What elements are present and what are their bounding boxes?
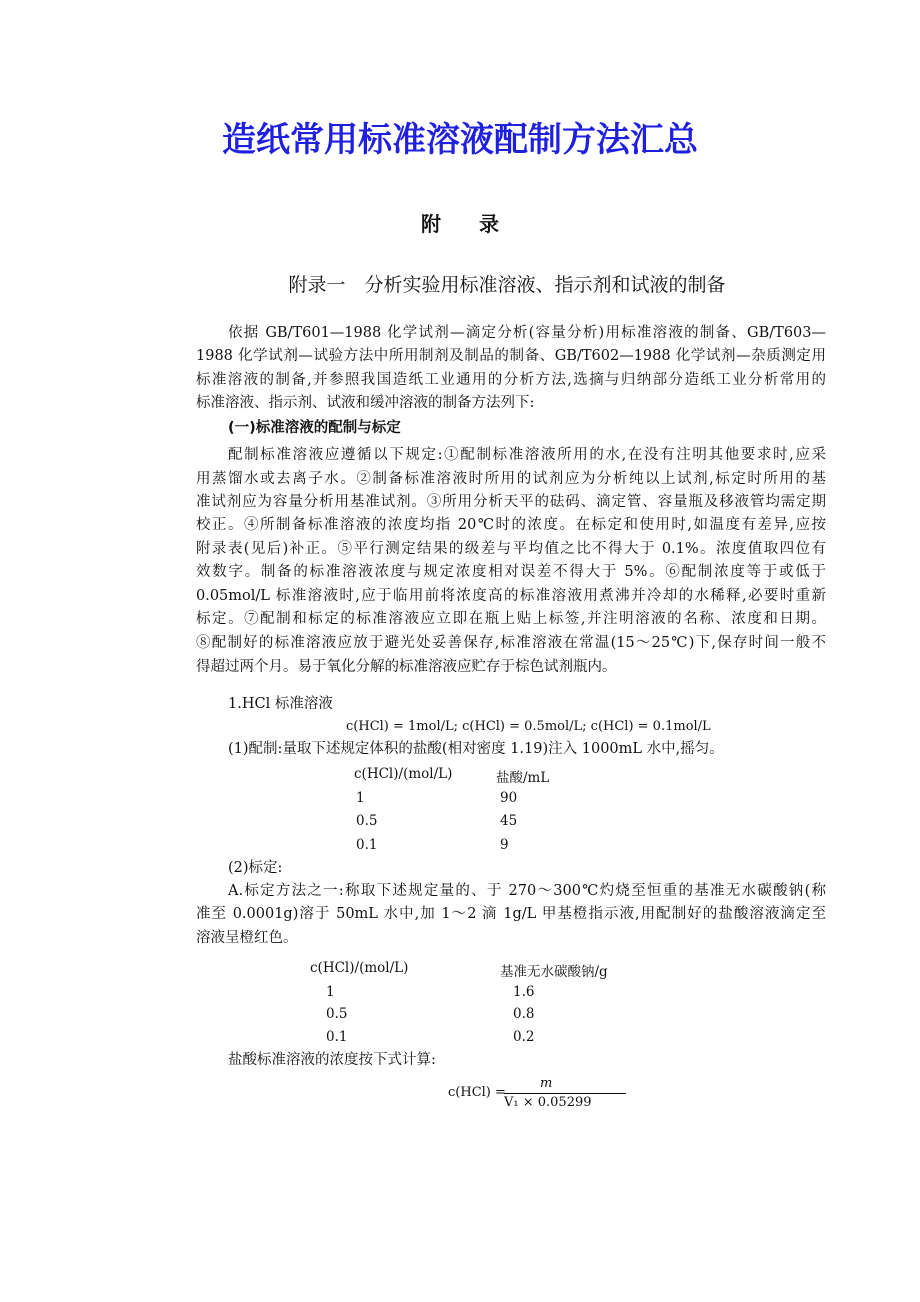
- rules-line: 校正。④所制备标准溶液的浓度均指 20℃时的浓度。在标定和使用时,如温度有差异,应按: [196, 517, 826, 533]
- rules-line: 得超过两个月。易于氧化分解的标准溶液应贮存于棕色试剂瓶内。: [196, 659, 617, 675]
- section-heading: (一)标准溶液的配制与标定: [228, 420, 401, 436]
- hcl-heading: 1.HCl 标准溶液: [228, 696, 333, 712]
- table-cell: 1: [326, 984, 335, 1000]
- calibration-heading: (2)标定:: [228, 860, 283, 876]
- appendix-subtitle: 附录一 分析实验用标准溶液、指示剂和试液的制备: [288, 274, 726, 296]
- rules-line: 配制标准溶液应遵循以下规定:①配制标准溶液所用的水,在没有注明其他要求时,应采: [228, 447, 826, 463]
- table-cell: 1.6: [513, 984, 535, 1000]
- formula-denominator: V₁ × 0.05299: [504, 1095, 592, 1110]
- table-cell: 0.8: [513, 1006, 535, 1022]
- intro-line: 依据 GB/T601—1988 化学试剂—滴定分析(容量分析)用标准溶液的制备、GB/T603—: [228, 325, 826, 341]
- intro-line: 标准溶液、指示剂、试液和缓冲溶液的制备方法列下:: [196, 395, 535, 411]
- formula-numerator: m: [540, 1076, 553, 1091]
- table-header: 盐酸/mL: [496, 770, 550, 786]
- method-line: A.标定方法之一:称取下述规定量的、于 270～300℃灼烧至恒重的基准无水碳酸钠(称: [228, 883, 826, 899]
- prep-line: (1)配制:量取下述规定体积的盐酸(相对密度 1.19)注入 1000mL 水中,摇匀。: [228, 741, 724, 757]
- table-header: c(HCl)/(mol/L): [354, 766, 453, 782]
- hcl-concentrations: c(HCl) = 1mol/L; c(HCl) = 0.5mol/L; c(HCl) = 0.1mol/L: [346, 719, 711, 734]
- table-header: 基准无水碳酸钠/g: [500, 964, 608, 980]
- method-line: 溶液呈橙红色。: [196, 930, 298, 946]
- table-cell: 0.1: [326, 1029, 348, 1045]
- rules-line: 用蒸馏水或去离子水。②制备标准溶液时所用的试剂应为分析纯以上试剂,标定时所用的基: [196, 471, 826, 487]
- appendix-heading: 附录: [421, 212, 537, 236]
- table-cell: 0.1: [356, 837, 378, 853]
- rules-line: 附录表(见后)补正。⑤平行测定结果的级差与平均值之比不得大于 0.1%。浓度值取四位有: [196, 541, 826, 557]
- rules-line: 准试剂应为容量分析用基准试剂。③所用分析天平的砝码、滴定管、容量瓶及移液管均需定期: [196, 494, 826, 510]
- intro-line: 1988 化学试剂—试验方法中所用制剂及制品的制备、GB/T602—1988 化学试剂—杂质测定用: [196, 348, 826, 364]
- table-cell: 1: [356, 790, 365, 806]
- calculation-line: 盐酸标准溶液的浓度按下式计算:: [228, 1052, 436, 1068]
- table-cell: 45: [500, 813, 518, 829]
- rules-line: ⑧配制好的标准溶液应放于避光处妥善保存,标准溶液在常温(15～25℃)下,保存时间一般不: [196, 635, 826, 651]
- table-header: c(HCl)/(mol/L): [310, 960, 409, 976]
- document-title: 造纸常用标准溶液配制方法汇总: [222, 120, 698, 160]
- table-cell: 0.2: [513, 1029, 535, 1045]
- method-line: 准至 0.0001g)溶于 50mL 水中,加 1～2 滴 1g/L 甲基橙指示液,用配制好的盐酸溶液滴定至: [196, 906, 826, 922]
- fraction-bar: [504, 1093, 626, 1094]
- intro-line: 标准溶液的制备,并参照我国造纸工业通用的分析方法,选摘与归纳部分造纸工业分析常用的: [196, 372, 826, 388]
- rules-line: 标定。⑦配制和标定的标准溶液应立即在瓶上贴上标签,并注明溶液的名称、浓度和日期。: [196, 611, 826, 627]
- formula-lhs: c(HCl) =: [448, 1085, 506, 1100]
- rules-line: 0.05mol/L 标准溶液时,应于临用前将浓度高的标准溶液用煮沸并冷却的水稀释,必要时重新: [196, 588, 826, 604]
- table-cell: 0.5: [356, 813, 378, 829]
- rules-line: 效数字。制备的标准溶液浓度与规定浓度相对误差不得大于 5%。⑥配制浓度等于或低于: [196, 564, 826, 580]
- table-cell: 9: [500, 837, 509, 853]
- table-cell: 90: [500, 790, 518, 806]
- table-cell: 0.5: [326, 1006, 348, 1022]
